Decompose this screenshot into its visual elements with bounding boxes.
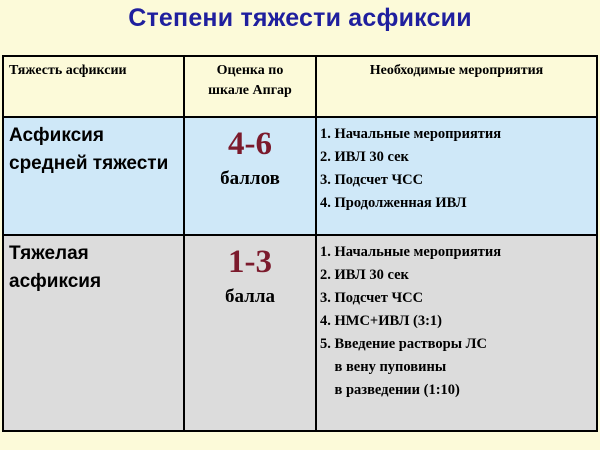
score-cell <box>184 117 316 235</box>
list-item: 2. ИВЛ 30 сек <box>320 149 409 165</box>
slide-title: Степени тяжести асфиксии <box>128 4 472 32</box>
score-unit: балла <box>225 286 275 307</box>
list-item: 4. НМС+ИВЛ (3:1) <box>320 313 443 329</box>
apgar-score: 4-6 <box>228 126 272 162</box>
measures-list <box>317 118 596 215</box>
list-item: 2. ИВЛ 30 сек <box>320 267 409 283</box>
header-apgar-score <box>184 56 316 117</box>
list-item: 3. Подсчет ЧСС <box>320 172 424 188</box>
list-item: 3. Подсчет ЧСС <box>320 290 424 306</box>
measures-cell <box>316 235 597 431</box>
list-item: 5. Введение растворы ЛС в вену пуповины в разведении (1:10) <box>320 336 487 398</box>
measures-cell <box>316 117 597 235</box>
list-item: 1. Начальные мероприятия <box>320 126 502 142</box>
score-cell <box>184 235 316 431</box>
list-item: 1. Начальные мероприятия <box>320 244 502 260</box>
severity-cell: Асфиксия средней тяжести <box>3 117 184 235</box>
header-severity: Тяжесть асфиксии <box>3 56 184 117</box>
table-row <box>3 235 597 431</box>
table-row <box>3 117 597 235</box>
header-apgar-score-text: Оценка по шкале Апгар <box>208 63 292 98</box>
severity-cell: Тяжелая асфиксия <box>3 235 184 431</box>
asphyxia-table <box>2 55 598 432</box>
apgar-score: 1-3 <box>228 244 272 280</box>
header-measures: Необходимые мероприятия <box>316 56 597 117</box>
measures-list <box>317 236 596 402</box>
list-item: 4. Продолженная ИВЛ <box>320 195 467 211</box>
header-row <box>3 56 597 117</box>
score-unit: баллов <box>220 168 280 189</box>
